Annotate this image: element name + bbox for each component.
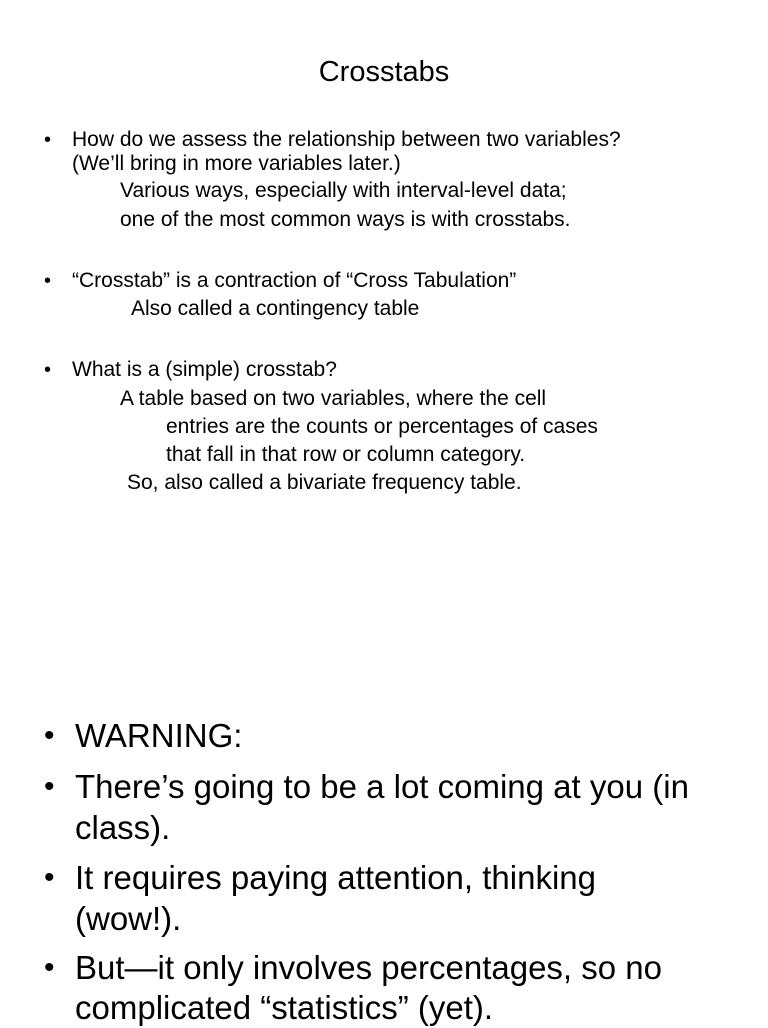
bullet-1-sub-1: Various ways, especially with interval-level data; (120, 179, 567, 202)
bullet-dot: • (44, 951, 55, 984)
bullet-dot: • (44, 861, 55, 894)
bullet-1-line-2: (We’ll bring in more variables later.) (72, 152, 401, 175)
warning-line: WARNING: (75, 717, 243, 754)
bullet-3-sub-1: A table based on two variables, where the cell (120, 387, 547, 410)
warning-2-line-1: There’s going to be a lot coming at you (in (75, 768, 689, 805)
bullet-dot: • (44, 129, 52, 151)
slide-title: Crosstabs (318, 56, 450, 88)
bullet-3-sub-4: So, also called a bivariate frequency table. (127, 471, 522, 494)
warning-2-line-2: class). (75, 809, 171, 846)
bullet-dot: • (44, 359, 52, 381)
warning-3-line-1: It requires paying attention, thinking (75, 859, 596, 896)
bullet-dot: • (44, 719, 55, 752)
warning-3-line-2: (wow!). (75, 900, 182, 937)
bullet-dot: • (44, 270, 52, 292)
bullet-dot: • (44, 770, 55, 803)
warning-4-line-1: But—it only involves percentages, so no (75, 949, 662, 986)
bullet-2-sub-1: Also called a contingency table (131, 297, 420, 320)
bullet-1-sub-2: one of the most common ways is with crosstabs. (120, 208, 571, 231)
bullet-3-line-1: What is a (simple) crosstab? (72, 358, 337, 381)
bullet-3-sub-3: that fall in that row or column category. (166, 443, 526, 466)
warning-4-line-2: complicated “statistics” (yet). (75, 989, 494, 1026)
bullet-1-line-1: How do we assess the relationship between two variables? (72, 128, 621, 151)
bullet-3-sub-2: entries are the counts or percentages of cases (166, 415, 598, 438)
bullet-2-line-1: “Crosstab” is a contraction of “Cross Tabulation” (72, 269, 517, 292)
